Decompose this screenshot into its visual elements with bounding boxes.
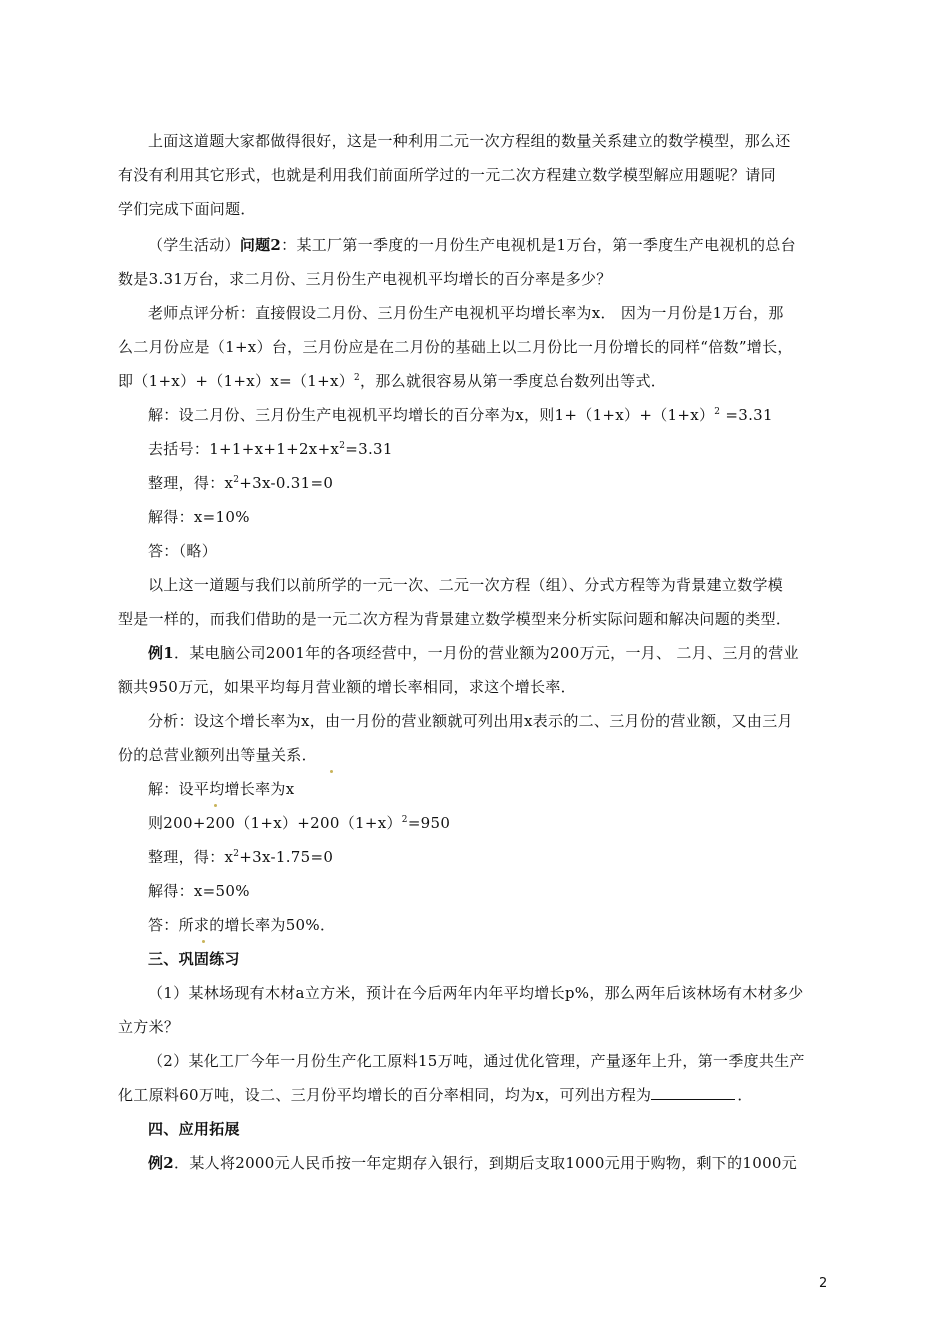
answer-blank bbox=[651, 1085, 735, 1100]
analysis-line: 份的总营业额列出等量关系． bbox=[118, 746, 317, 764]
problem-2-label: 问题2 bbox=[239, 236, 282, 254]
solution-line: 解得：x=10% bbox=[148, 508, 250, 526]
solution-line: 整理，得：$x^2+3x-1.75=0$ bbox=[148, 848, 334, 866]
solution-line: 解：设二月份、三月份生产电视机平均增长的百分率为x，则$1+(1+x)+(1+x)^2 =3.31$ bbox=[148, 406, 773, 424]
paragraph-line: 数是3.31万台，求二月份、三月份生产电视机平均增长的百分率是多少？ bbox=[118, 270, 612, 288]
solution-line: 去括号：$1+1+x+1+2x+x^2=3.31$ bbox=[148, 440, 393, 458]
solution-line: 则$200+200(1+x)+200(1+x)^2=950$ bbox=[148, 814, 451, 832]
example-1-line: 例1．某电脑公司2001年的各项经营中，一月份的营业额为200万元，一月、 二月、三月的营业 bbox=[148, 644, 799, 662]
analysis-line: 分析：设这个增长率为x，由一月份的营业额就可列出用x表示的二、三月份的营业额，又由三月 bbox=[148, 712, 793, 730]
exercise-line: （1）某林场现有木材a立方米，预计在今后两年内年平均增长p%，那么两年后该林场有木材多少 bbox=[148, 984, 804, 1002]
solution-line: 整理，得：$x^2+3x-0.31=0$ bbox=[148, 474, 334, 492]
solution-line: 解：设平均增长率为x bbox=[148, 780, 295, 798]
solution-line: 解得：x=50% bbox=[148, 882, 250, 900]
exercise-line: （2）某化工厂今年一月份生产化工原料15万吨，通过优化管理，产量逐年上升，第一季度共生产 bbox=[148, 1052, 805, 1070]
paragraph-line: 学们完成下面问题． bbox=[118, 200, 256, 218]
exercise-line: 立方米？ bbox=[118, 1018, 180, 1036]
paragraph-line: 型是一样的，而我们借助的是一元二次方程为背景建立数学模型来分析实际问题和解决问题的类型． bbox=[118, 610, 792, 628]
problem-2-line: （学生活动）问题2：某工厂第一季度的一月份生产电视机是1万台，第一季度生产电视机的总台 bbox=[148, 236, 796, 254]
paragraph-line: 么二月份应是（1+x）台，三月份应是在二月份的基础上以二月份比一月份增长的同样“倍数”增长， bbox=[118, 338, 793, 356]
example-1-label: 例1 bbox=[148, 644, 175, 662]
stray-mark bbox=[330, 770, 333, 773]
example-2-line: 例2．某人将2000元人民币按一年定期存入银行，到期后支取1000元用于购物，剩下的1000元 bbox=[148, 1154, 798, 1172]
stray-mark bbox=[214, 804, 217, 807]
exercise-line: 化工原料60万吨，设二、三月份平均增长的百分率相同，均为x，可列出方程为 ． bbox=[118, 1086, 753, 1104]
solution-line: 答：（略） bbox=[148, 542, 218, 560]
example-2-label: 例2 bbox=[148, 1154, 175, 1172]
stray-mark bbox=[202, 940, 205, 943]
solution-line: 答：所求的增长率为50%． bbox=[148, 916, 336, 934]
paragraph-line: 有没有利用其它形式，也就是利用我们前面所学过的一元二次方程建立数学模型解应用题呢？请同 bbox=[118, 166, 776, 184]
page-number: 2 bbox=[819, 1276, 828, 1291]
paragraph-line: 老师点评分析：直接假设二月份、三月份生产电视机平均增长率为x． 因为一月份是1万台，那 bbox=[148, 304, 784, 322]
paragraph-line: 额共950万元，如果平均每月营业额的增长率相同，求这个增长率． bbox=[118, 678, 576, 696]
paragraph-line: 上面这道题大家都做得很好，这是一种利用二元一次方程组的数量关系建立的数学模型，那么还 bbox=[148, 132, 791, 150]
section-heading: 四、应用拓展 bbox=[148, 1120, 240, 1138]
paragraph-line: 即$(1+x)+(1+x)x=(1+x)^2$，那么就很容易从第一季度总台数列出等式． bbox=[118, 372, 667, 390]
section-heading: 三、巩固练习 bbox=[148, 950, 240, 968]
paragraph-line: 以上这一道题与我们以前所学的一元一次、二元一次方程（组）、分式方程等为背景建立数学模 bbox=[148, 576, 784, 594]
